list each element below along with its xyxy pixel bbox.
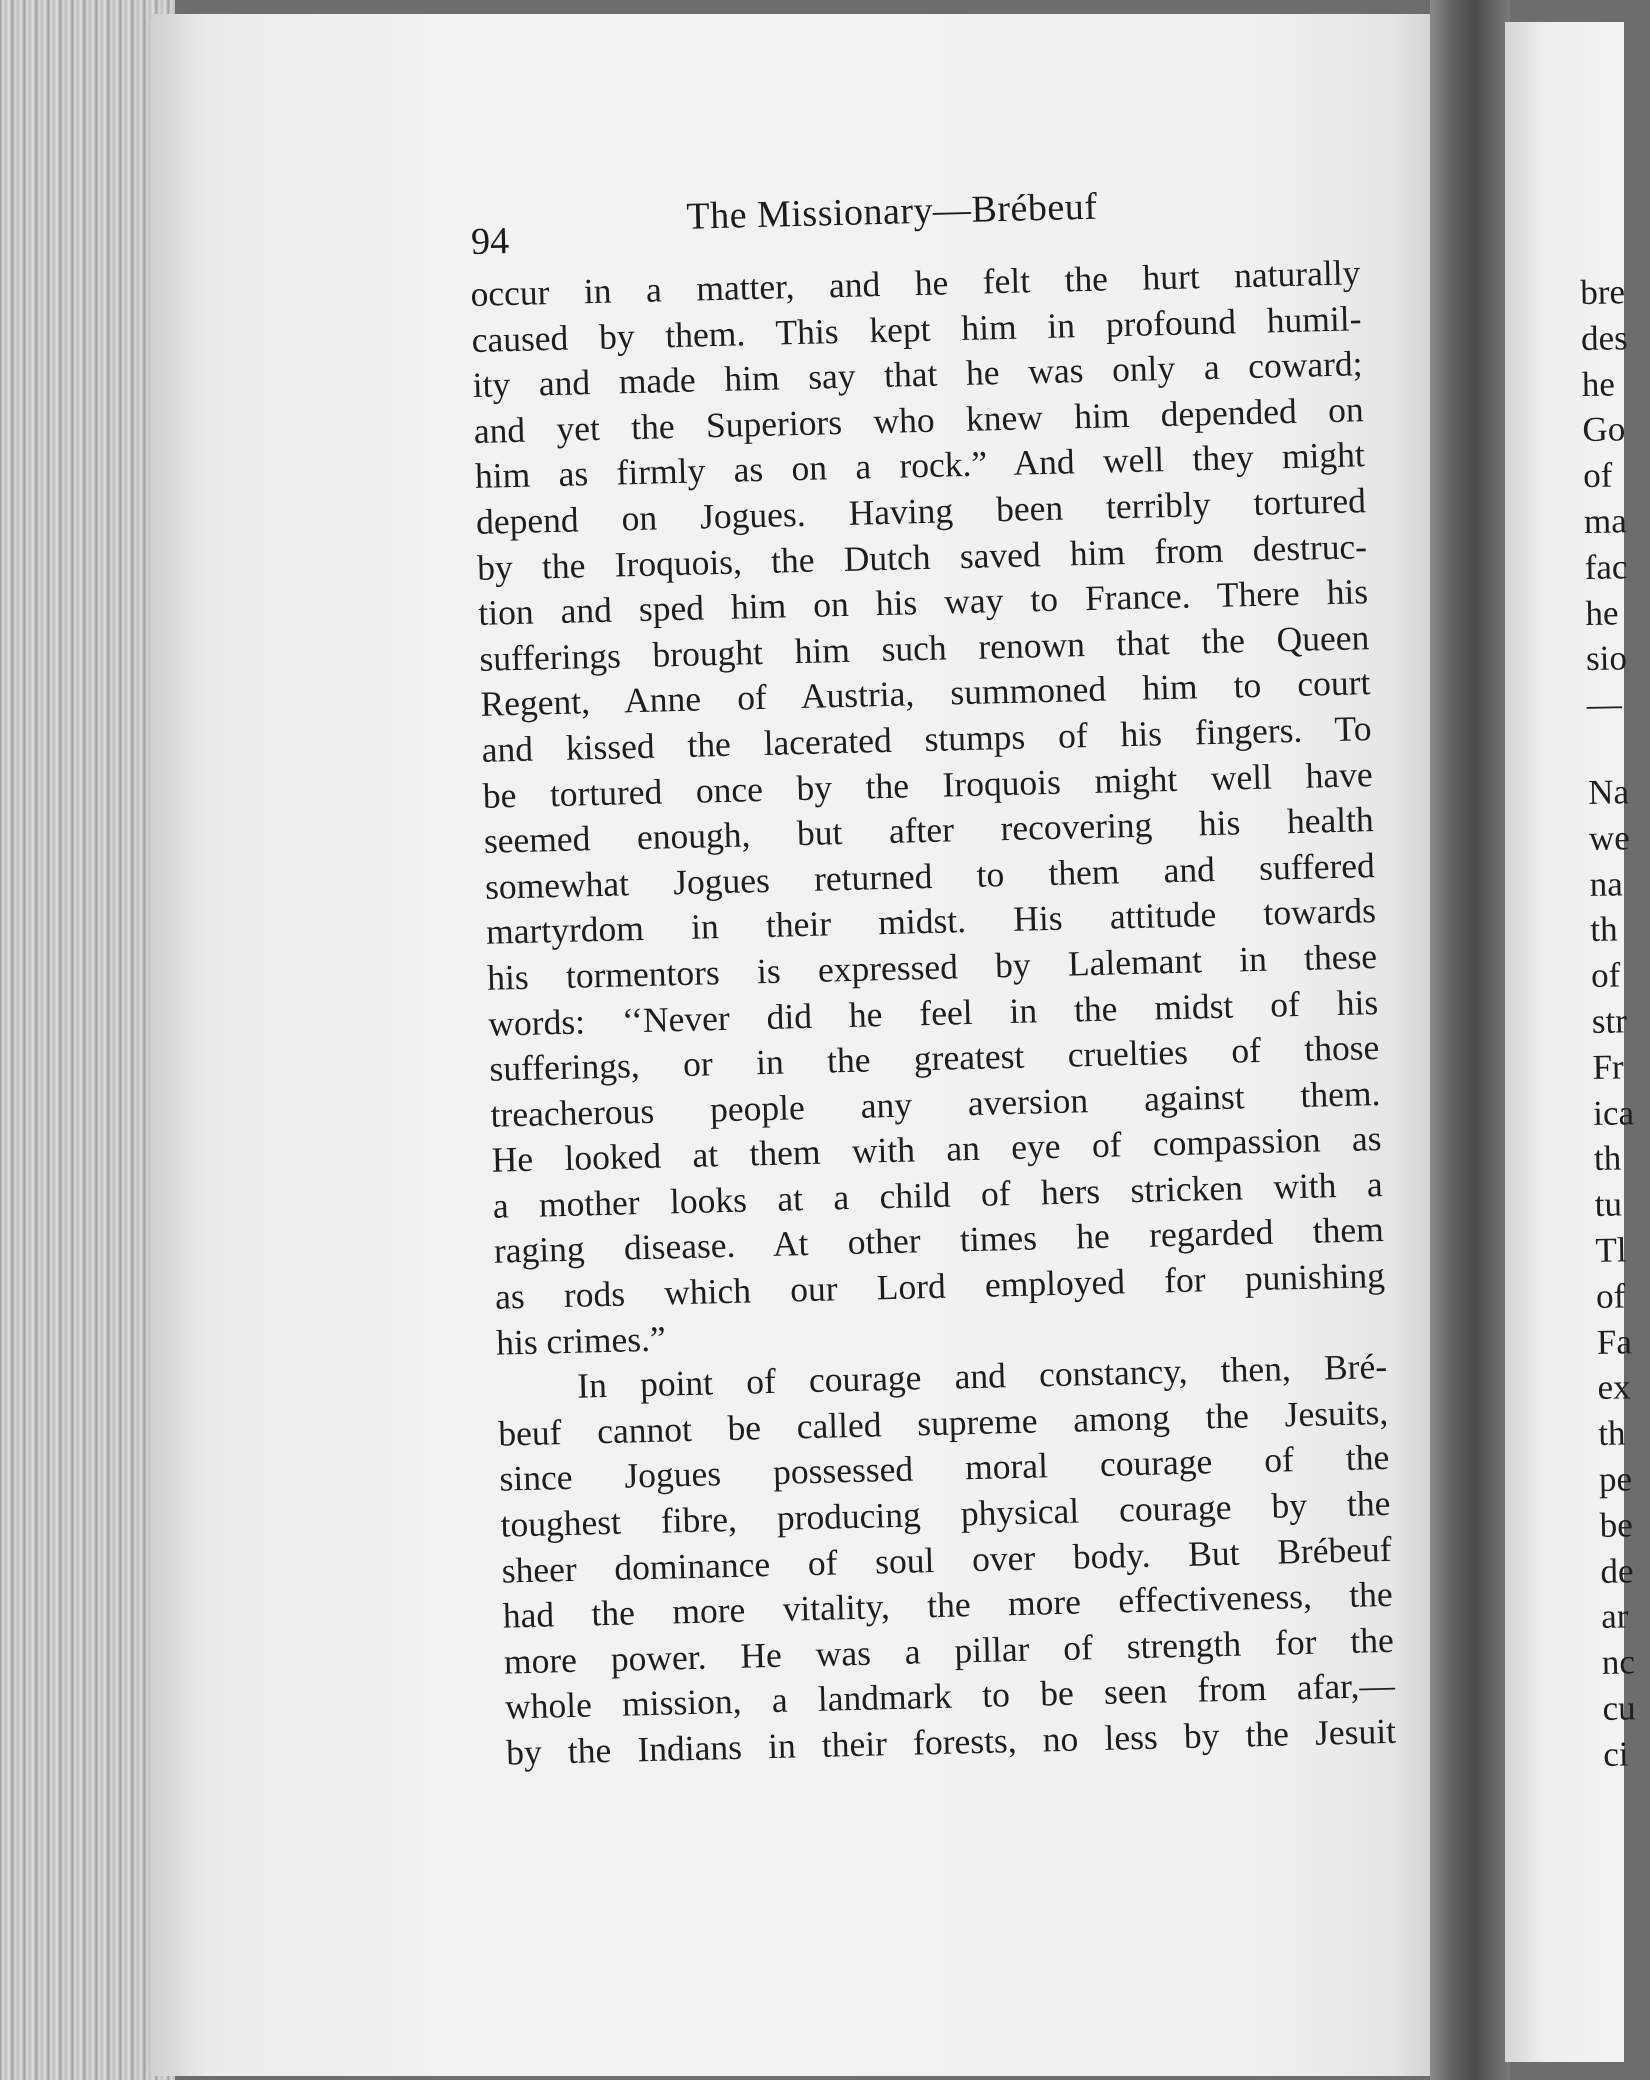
text-line: his tormentors is expressed by Lalemant in these	[486, 935, 1378, 998]
facing-line-fragment: pe	[1598, 1459, 1633, 1499]
text-line: by the Indians in their forests, no less by the Jesuit	[505, 1710, 1397, 1773]
text-line: by the Iroquois, the Dutch saved him from destruc-	[476, 525, 1368, 588]
text-line: He looked at them with an eye of compassion as	[491, 1118, 1382, 1181]
facing-line-fragment: of	[1582, 455, 1613, 496]
chapter-title: The Missionary—Brébeuf	[685, 185, 1098, 238]
text-line: sheer dominance of soul over body. But Brébeuf	[501, 1528, 1392, 1591]
page-number: 94	[470, 220, 510, 263]
facing-line-fragment: ar	[1600, 1596, 1629, 1637]
facing-line-fragment: ex	[1597, 1367, 1631, 1408]
text-line: occur in a matter, and he felt the hurt naturally	[470, 252, 1361, 314]
facing-line-fragment: Tl	[1595, 1230, 1627, 1270]
text-line: sufferings brought him such renown that the Queen	[478, 616, 1370, 679]
text-line: be tortured once by the Iroquois might well have	[482, 753, 1374, 816]
text-line: toughest fibre, producing physical courage by the	[500, 1482, 1391, 1545]
text-line: Regent, Anne of Austria, summoned him to court	[480, 662, 1371, 725]
text-line: raging disease. At other times he regarded them	[493, 1209, 1385, 1272]
text-line: a mother looks at a child of hers stricken with a	[492, 1163, 1384, 1226]
facing-line-fragment: he	[1581, 364, 1616, 404]
facing-line-fragment: Fa	[1596, 1321, 1633, 1362]
facing-line-fragment: Fr	[1592, 1047, 1624, 1087]
text-line: beuf cannot be called supreme among the Jesuits,	[497, 1391, 1389, 1454]
body-text	[470, 250, 1396, 1776]
facing-line-fragment: of	[1595, 1276, 1626, 1316]
book-gutter	[1430, 0, 1510, 2080]
facing-line-fragment: des	[1580, 318, 1629, 358]
facing-line-fragment: fac	[1584, 547, 1628, 587]
facing-line-fragment: na	[1589, 863, 1623, 904]
facing-line-fragment: of	[1590, 955, 1621, 996]
facing-line-fragment: —	[1586, 684, 1623, 725]
facing-line-fragment: th	[1593, 1138, 1622, 1179]
text-line: as rods which our Lord employed for punishing	[494, 1255, 1386, 1317]
text-line: sufferings, or in the greatest cruelties of those	[488, 1027, 1380, 1089]
text-line: martyrdom in their midst. His attitude towards	[485, 890, 1377, 953]
book-page-edges	[0, 0, 175, 2080]
text-line: words: ‘‘Never did he feel in the midst of his	[487, 981, 1379, 1044]
text-line: tion and sped him on his way to France. There his	[477, 571, 1369, 634]
facing-line-fragment: Na	[1587, 772, 1630, 812]
text-line: whole mission, a landmark to be seen from afar,—	[504, 1665, 1396, 1727]
facing-line-fragment: ma	[1583, 501, 1628, 541]
text-line: somewhat Jogues returned to them and suffered	[484, 844, 1376, 907]
facing-line-fragment: bre	[1580, 272, 1626, 312]
text-line: him as firmly as on a rock.” And well they might	[474, 434, 1366, 497]
facing-line-fragment: th	[1597, 1413, 1626, 1453]
facing-line-fragment: ica	[1592, 1092, 1635, 1133]
text-line: seemed enough, but after recovering his health	[483, 799, 1375, 861]
facing-line-fragment: he	[1585, 593, 1619, 633]
facing-line-fragment: nc	[1601, 1642, 1636, 1682]
text-line: and yet the Superiors who knew him depended on	[473, 388, 1365, 451]
text-line: depend on Jogues. Having been terribly tortured	[475, 480, 1367, 542]
text-line: treacherous people any aversion against them.	[490, 1072, 1381, 1135]
facing-line-fragment: sio	[1585, 638, 1628, 679]
text-line: In point of courage and constancy, then, Bré-	[576, 1346, 1388, 1406]
text-line: had the more vitality, the more effectiveness, the	[502, 1574, 1394, 1636]
facing-line-fragment: tu	[1594, 1184, 1623, 1225]
text-line: ity and made him say that he was only a coward;	[472, 343, 1363, 406]
facing-line-fragment: cu	[1602, 1688, 1636, 1728]
text-line: since Jogues possessed moral courage of the	[499, 1437, 1390, 1500]
facing-line-fragment: str	[1591, 1001, 1628, 1041]
facing-line-fragment: de	[1600, 1550, 1634, 1591]
text-line: more power. He was a pillar of strength for the	[503, 1619, 1395, 1682]
facing-line-fragment: we	[1588, 818, 1631, 858]
facing-line-fragment: ci	[1603, 1734, 1629, 1774]
text-line: caused by them. This kept him in profound humil-	[471, 297, 1362, 360]
text-line: and kissed the lacerated stumps of his fingers. To	[481, 708, 1372, 770]
text-line: his crimes.”	[495, 1318, 667, 1363]
facing-line-fragment: Go	[1582, 409, 1626, 450]
facing-line-fragment: be	[1599, 1505, 1634, 1545]
facing-line-fragment: th	[1590, 909, 1618, 950]
